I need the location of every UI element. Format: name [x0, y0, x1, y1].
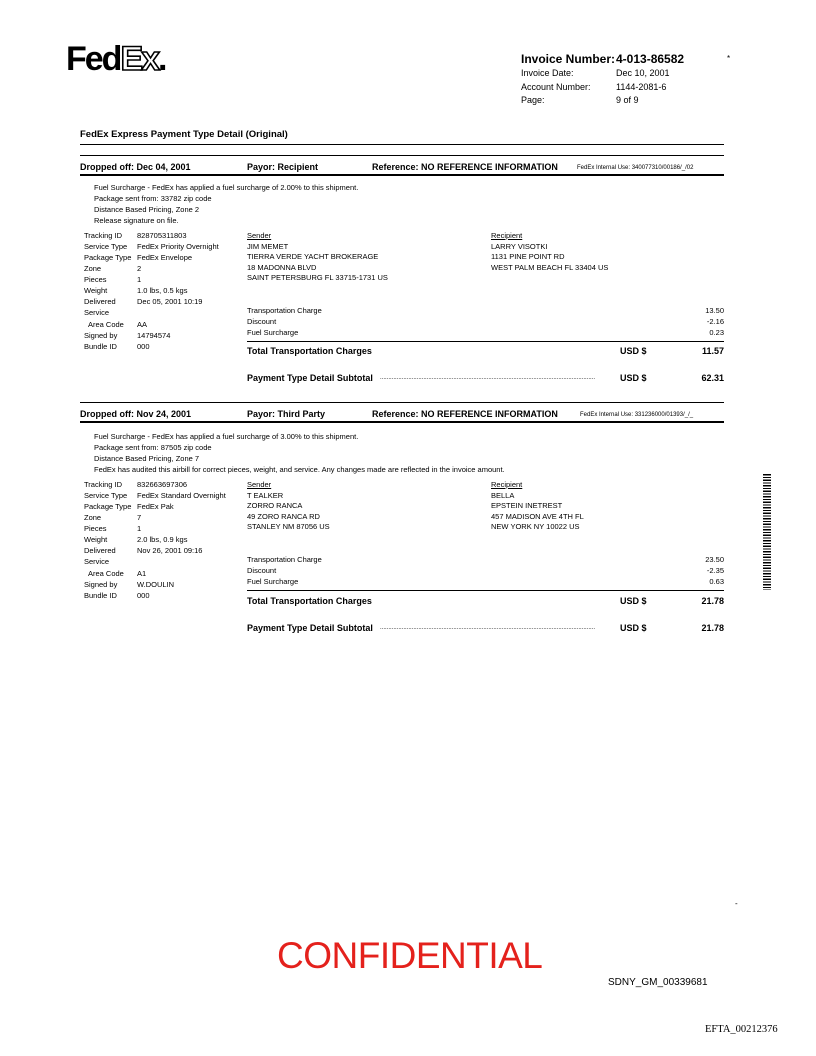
- detail-signed-by: [84, 580, 174, 589]
- sender-line: SAINT PETERSBURG FL 33715-1731 US: [247, 273, 388, 282]
- note: Package sent from: 87505 zip code: [94, 443, 212, 452]
- detail-key: Zone: [84, 513, 102, 522]
- detail-key: Service: [84, 308, 110, 317]
- detail-zone: [84, 264, 141, 273]
- account-number-row: [521, 82, 667, 92]
- logo-dot: .: [158, 40, 166, 78]
- note: Distance Based Pricing, Zone 2: [94, 205, 200, 214]
- detail-bundle-id: [84, 342, 150, 351]
- subtotal-label: Payment Type Detail Subtotal: [247, 623, 373, 633]
- subtotal-row: [247, 623, 724, 633]
- page-value: 9 of 9: [616, 95, 639, 105]
- bates-number: SDNY_GM_00339681: [608, 977, 708, 988]
- detail-tracking-id: [84, 480, 187, 489]
- charge-label: Transportation Charge: [247, 306, 322, 315]
- charge-amount: -2.35: [706, 566, 724, 575]
- note: Fuel Surcharge - FedEx has applied a fuel surcharge of 3.00% to this shipment.: [94, 432, 359, 441]
- charge-label: Discount: [247, 317, 277, 326]
- detail-key: Area Code: [88, 569, 124, 578]
- page-title: FedEx Express Payment Type Detail (Original): [80, 129, 288, 140]
- detail-key: Package Type: [84, 253, 132, 262]
- charge-transportation: [247, 306, 724, 317]
- section-1-head-rule: [80, 174, 724, 176]
- sender-block: [247, 480, 330, 533]
- detail-package-type: [84, 502, 174, 511]
- detail-delivered: [84, 546, 202, 555]
- charge-amount: 0.63: [709, 577, 724, 586]
- detail-key: Service Type: [84, 242, 128, 251]
- payor: Payor: Third Party: [247, 409, 326, 419]
- account-number-label: Account Number:: [521, 82, 591, 92]
- sender-line: ZORRO RANCA: [247, 501, 303, 510]
- charge-label: Fuel Surcharge: [247, 577, 299, 586]
- detail-pieces: [84, 524, 141, 533]
- charge-label: Transportation Charge: [247, 555, 322, 564]
- charge-amount: 0.23: [709, 328, 724, 337]
- total-amount: 11.57: [701, 346, 724, 356]
- fedex-logo: [66, 40, 166, 79]
- invoice-date-label: Invoice Date:: [521, 68, 574, 78]
- detail-value: FedEx Envelope: [137, 253, 193, 262]
- confidential-stamp: CONFIDENTIAL: [277, 935, 543, 976]
- charge-fuel: [247, 328, 724, 339]
- charge-amount: 23.50: [705, 555, 724, 564]
- reference: Reference: NO REFERENCE INFORMATION: [372, 409, 558, 419]
- invoice-number-label: Invoice Number:: [521, 52, 616, 66]
- detail-zone: [84, 513, 141, 522]
- subtotal-currency: USD $: [620, 623, 647, 633]
- total-row: [247, 346, 724, 356]
- detail-key: Service: [84, 557, 110, 566]
- sender-heading: Sender: [247, 480, 272, 489]
- total-rule: [247, 590, 724, 591]
- sender-line: TIERRA VERDE YACHT BROKERAGE: [247, 252, 379, 261]
- detail-value: 2: [137, 264, 142, 273]
- note: Package sent from: 33782 zip code: [94, 194, 212, 203]
- detail-key: Tracking ID: [84, 231, 123, 240]
- subtotal-currency: USD $: [620, 373, 647, 383]
- detail-delivered: [84, 297, 202, 306]
- section-2-head-rule: [80, 421, 724, 423]
- subtotal-amount: 62.31: [701, 373, 724, 383]
- detail-value: 1.0 lbs, 0.5 kgs: [137, 286, 188, 295]
- note: Distance Based Pricing, Zone 7: [94, 454, 200, 463]
- detail-value: AA: [137, 320, 148, 329]
- detail-package-type: [84, 253, 192, 262]
- note: FedEx has audited this airbill for correct pieces, weight, and service. Any changes made are reflected in the invoice amount.: [94, 465, 505, 474]
- internal-use: FedEx Internal Use: 340077310/00186/_/02: [577, 165, 694, 171]
- invoice-date-value: Dec 10, 2001: [616, 68, 670, 78]
- total-rule: [247, 341, 724, 342]
- detail-key: Weight: [84, 286, 108, 295]
- detail-value: FedEx Priority Overnight: [137, 242, 219, 251]
- charge-amount: 13.50: [705, 306, 724, 315]
- section-2-top-rule: [80, 402, 724, 403]
- detail-key: Bundle ID: [84, 342, 117, 351]
- recipient-line: EPSTEIN INETREST: [491, 501, 563, 510]
- recipient-line: LARRY VISOTKI: [491, 241, 548, 251]
- detail-service: [84, 557, 137, 566]
- detail-value: 000: [137, 342, 150, 351]
- detail-key: Weight: [84, 535, 108, 544]
- subtotal-row: [247, 373, 724, 383]
- detail-value: 828705311803: [137, 231, 187, 240]
- detail-value: W.DOULIN: [137, 580, 175, 589]
- charge-label: Discount: [247, 566, 277, 575]
- detail-signed-by: [84, 331, 170, 340]
- detail-value: Nov 26, 2001 09:16: [137, 546, 203, 555]
- efta-number: EFTA_00212376: [705, 1024, 778, 1035]
- recipient-line: 457 MADISON AVE 4TH FL: [491, 511, 584, 521]
- detail-tracking-id: [84, 231, 187, 240]
- recipient-line: BELLA: [491, 490, 515, 500]
- recipient-block: [491, 480, 584, 533]
- charge-amount: -2.16: [706, 317, 724, 326]
- detail-value: 2.0 lbs, 0.9 kgs: [137, 535, 188, 544]
- detail-value: 000: [137, 591, 150, 600]
- barcode-graphic: [763, 474, 771, 590]
- detail-bundle-id: [84, 591, 150, 600]
- subtotal-amount: 21.78: [701, 623, 724, 633]
- sender-heading: Sender: [247, 231, 272, 240]
- sender-line: 18 MADONNA BLVD: [247, 262, 317, 272]
- total-currency: USD $: [620, 596, 647, 606]
- account-number-value: 1144-2081-6: [616, 82, 667, 92]
- dropped-off: Dropped off: Nov 24, 2001: [80, 409, 192, 419]
- total-label: Total Transportation Charges: [247, 346, 372, 356]
- subtotal-leader-dots: .................................................................................................................................: [380, 375, 596, 381]
- detail-service-type: [84, 491, 226, 500]
- detail-key: Pieces: [84, 524, 107, 533]
- page-row: [521, 95, 639, 105]
- corner-mark: -: [735, 899, 738, 908]
- recipient-block: [491, 231, 608, 273]
- total-amount: 21.78: [701, 596, 724, 606]
- detail-value: FedEx Standard Overnight: [137, 491, 226, 500]
- dropped-off: Dropped off: Dec 04, 2001: [80, 162, 191, 172]
- detail-key: Tracking ID: [84, 480, 123, 489]
- charge-transportation: [247, 555, 724, 566]
- note: Release signature on file.: [94, 216, 179, 225]
- detail-weight: [84, 286, 187, 295]
- detail-service-type: [84, 242, 219, 251]
- internal-use: FedEx Internal Use: 331236000/01393/_/_: [580, 412, 694, 418]
- detail-key: Signed by: [84, 580, 118, 589]
- detail-value: 7: [137, 513, 142, 522]
- detail-value: Dec 05, 2001 10:19: [137, 297, 203, 306]
- invoice-date-row: [521, 68, 670, 78]
- reference: Reference: NO REFERENCE INFORMATION: [372, 162, 558, 172]
- section-1-top-rule: [80, 155, 724, 156]
- note: Fuel Surcharge - FedEx has applied a fuel surcharge of 2.00% to this shipment.: [94, 183, 359, 192]
- charge-discount: [247, 317, 724, 328]
- detail-value: 14794574: [137, 331, 171, 340]
- subtotal-label: Payment Type Detail Subtotal: [247, 373, 373, 383]
- payor: Payor: Recipient: [247, 162, 319, 172]
- detail-key: Service Type: [84, 491, 128, 500]
- star-mark: *: [727, 54, 731, 63]
- charge-label: Fuel Surcharge: [247, 328, 299, 337]
- detail-key: Package Type: [84, 502, 132, 511]
- sender-line: 49 ZORO RANCA RD: [247, 511, 320, 521]
- title-divider: [80, 144, 724, 145]
- detail-area-code: [84, 569, 146, 578]
- detail-key: Bundle ID: [84, 591, 117, 600]
- detail-key: Pieces: [84, 275, 107, 284]
- charge-fuel: [247, 577, 724, 588]
- detail-value: 1: [137, 275, 142, 284]
- total-row: [247, 596, 724, 606]
- detail-key: Area Code: [88, 320, 124, 329]
- total-label: Total Transportation Charges: [247, 596, 372, 606]
- detail-key: Delivered: [84, 546, 116, 555]
- detail-value: A1: [137, 569, 147, 578]
- detail-key: Zone: [84, 264, 102, 273]
- detail-service: [84, 308, 137, 317]
- logo-fed: Fed: [66, 40, 121, 78]
- charge-discount: [247, 566, 724, 577]
- sender-line: STANLEY NM 87056 US: [247, 522, 330, 531]
- sender-block: [247, 231, 388, 284]
- recipient-heading: Recipient: [491, 231, 523, 240]
- recipient-line: 1131 PINE POINT RD: [491, 252, 565, 261]
- recipient-line: NEW YORK NY 10022 US: [491, 522, 580, 531]
- invoice-number: [521, 52, 685, 66]
- detail-key: Delivered: [84, 297, 116, 306]
- detail-value: FedEx Pak: [137, 502, 174, 511]
- total-currency: USD $: [620, 346, 647, 356]
- page-label: Page:: [521, 95, 545, 105]
- sender-line: JIM MEMET: [247, 241, 289, 251]
- recipient-line: WEST PALM BEACH FL 33404 US: [491, 262, 609, 272]
- subtotal-leader-dots: .................................................................................................................................: [380, 625, 596, 631]
- detail-key: Signed by: [84, 331, 118, 340]
- detail-weight: [84, 535, 187, 544]
- logo-ex: Ex: [120, 40, 159, 78]
- sender-line: T EALKER: [247, 490, 284, 500]
- detail-value: 832663697306: [137, 480, 188, 489]
- detail-value: 1: [137, 524, 142, 533]
- recipient-heading: Recipient: [491, 480, 523, 489]
- detail-area-code: [84, 320, 147, 329]
- invoice-number-value: 4-013-86582: [616, 52, 685, 66]
- detail-pieces: [84, 275, 141, 284]
